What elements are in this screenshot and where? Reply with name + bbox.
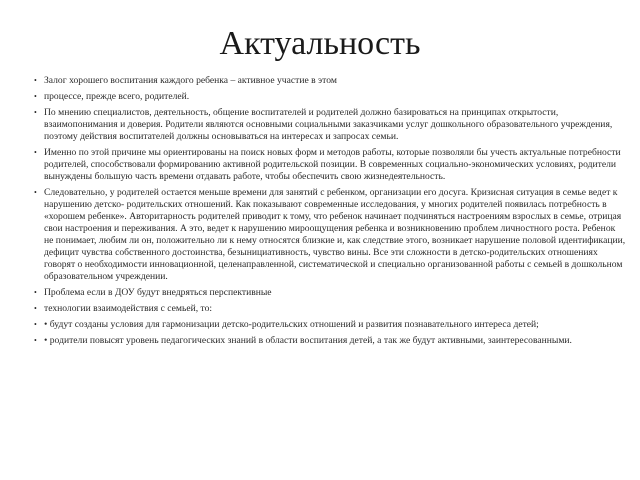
bullet-text: • будут созданы условия для гармонизации детско-родительских отношений и развития познавательного интереса детей;: [44, 319, 539, 330]
bullet-marker: •: [34, 336, 37, 345]
bullet-marker: •: [34, 320, 37, 329]
bullet-text: По мнению специалистов, деятельность, общение воспитателей и родителей должно базироваться на принципах открытости, взаимопонимания и доверия. Родители являются основными социальными заказчиками услуг дошкольного образовательного учреждения, поэтому действия воспитателей должны основываться на интересах и запросах семьи.: [44, 107, 613, 142]
bullet-item: [34, 335, 626, 347]
bullet-item: [34, 75, 626, 87]
bullet-item: [34, 187, 626, 283]
bullet-item: [34, 319, 626, 331]
bullet-marker: •: [34, 304, 37, 313]
bullet-text: технологии взаимодействия с семьей, то:: [44, 303, 213, 314]
bullet-text: • родители повысят уровень педагогических знаний в области воспитания детей, а так же будут активными, заинтересованными.: [44, 335, 572, 346]
bullet-marker: •: [34, 288, 37, 297]
slide-title: Актуальность: [219, 25, 421, 62]
bullet-text: Проблема если в ДОУ будут внедряться перспективные: [44, 287, 272, 298]
bullet-text: Именно по этой причине мы ориентированы на поиск новых форм и методов работы, которые позволяли бы учесть актуальные потребности родителей, способствовали формированию активной родительской позиции. В современных социально-экономических условиях, родители вынуждены большую часть времени отдавать работе, чтобы обеспечить свою жизнедеятельность.: [44, 147, 621, 182]
bullet-marker: •: [34, 148, 37, 157]
bullet-item: [34, 303, 626, 315]
bullet-marker: •: [34, 108, 37, 117]
bullet-marker: •: [34, 76, 37, 85]
bullet-text: процессе, прежде всего, родителей.: [44, 91, 190, 102]
bullet-item: [34, 147, 626, 183]
slide-body: [34, 75, 626, 351]
bullet-marker: •: [34, 188, 37, 197]
bullet-marker: •: [34, 92, 37, 101]
bullet-item: [34, 91, 626, 103]
bullet-item: [34, 107, 626, 143]
bullet-text: Залог хорошего воспитания каждого ребенка – активное участие в этом: [44, 75, 337, 86]
bullet-item: [34, 287, 626, 299]
bullet-text: Следовательно, у родителей остается меньше времени для занятий с ребенком, организации его досуга. Кризисная ситуация в семье ведет к нарушению детско- родительских отношений. Как показывают современные исследования, у многих родителей появилась потребность в «хорошем ребенке». Авторитарность родителей приводит к тому, что ребенок начинает подчиняться настроениям взрослых в семье, отрицая свои настроения и переживания. А это, ведет к нарушению мироощущения ребенка и возникновению проблем личностного роста. Ребенок не понимает, любим ли он, положительно ли к нему относятся близкие и, как следствие этого, возникает нарушение половой идентификации, дефицит чувства собственного достоинства, безынициативность, чувство вины. Все эти сложности в детско-родительских отношениях говорят о необходимости инновационной, целенаправленной, систематической и специально организованной работы с семьей в дошкольном образовательном учреждении.: [44, 187, 626, 282]
